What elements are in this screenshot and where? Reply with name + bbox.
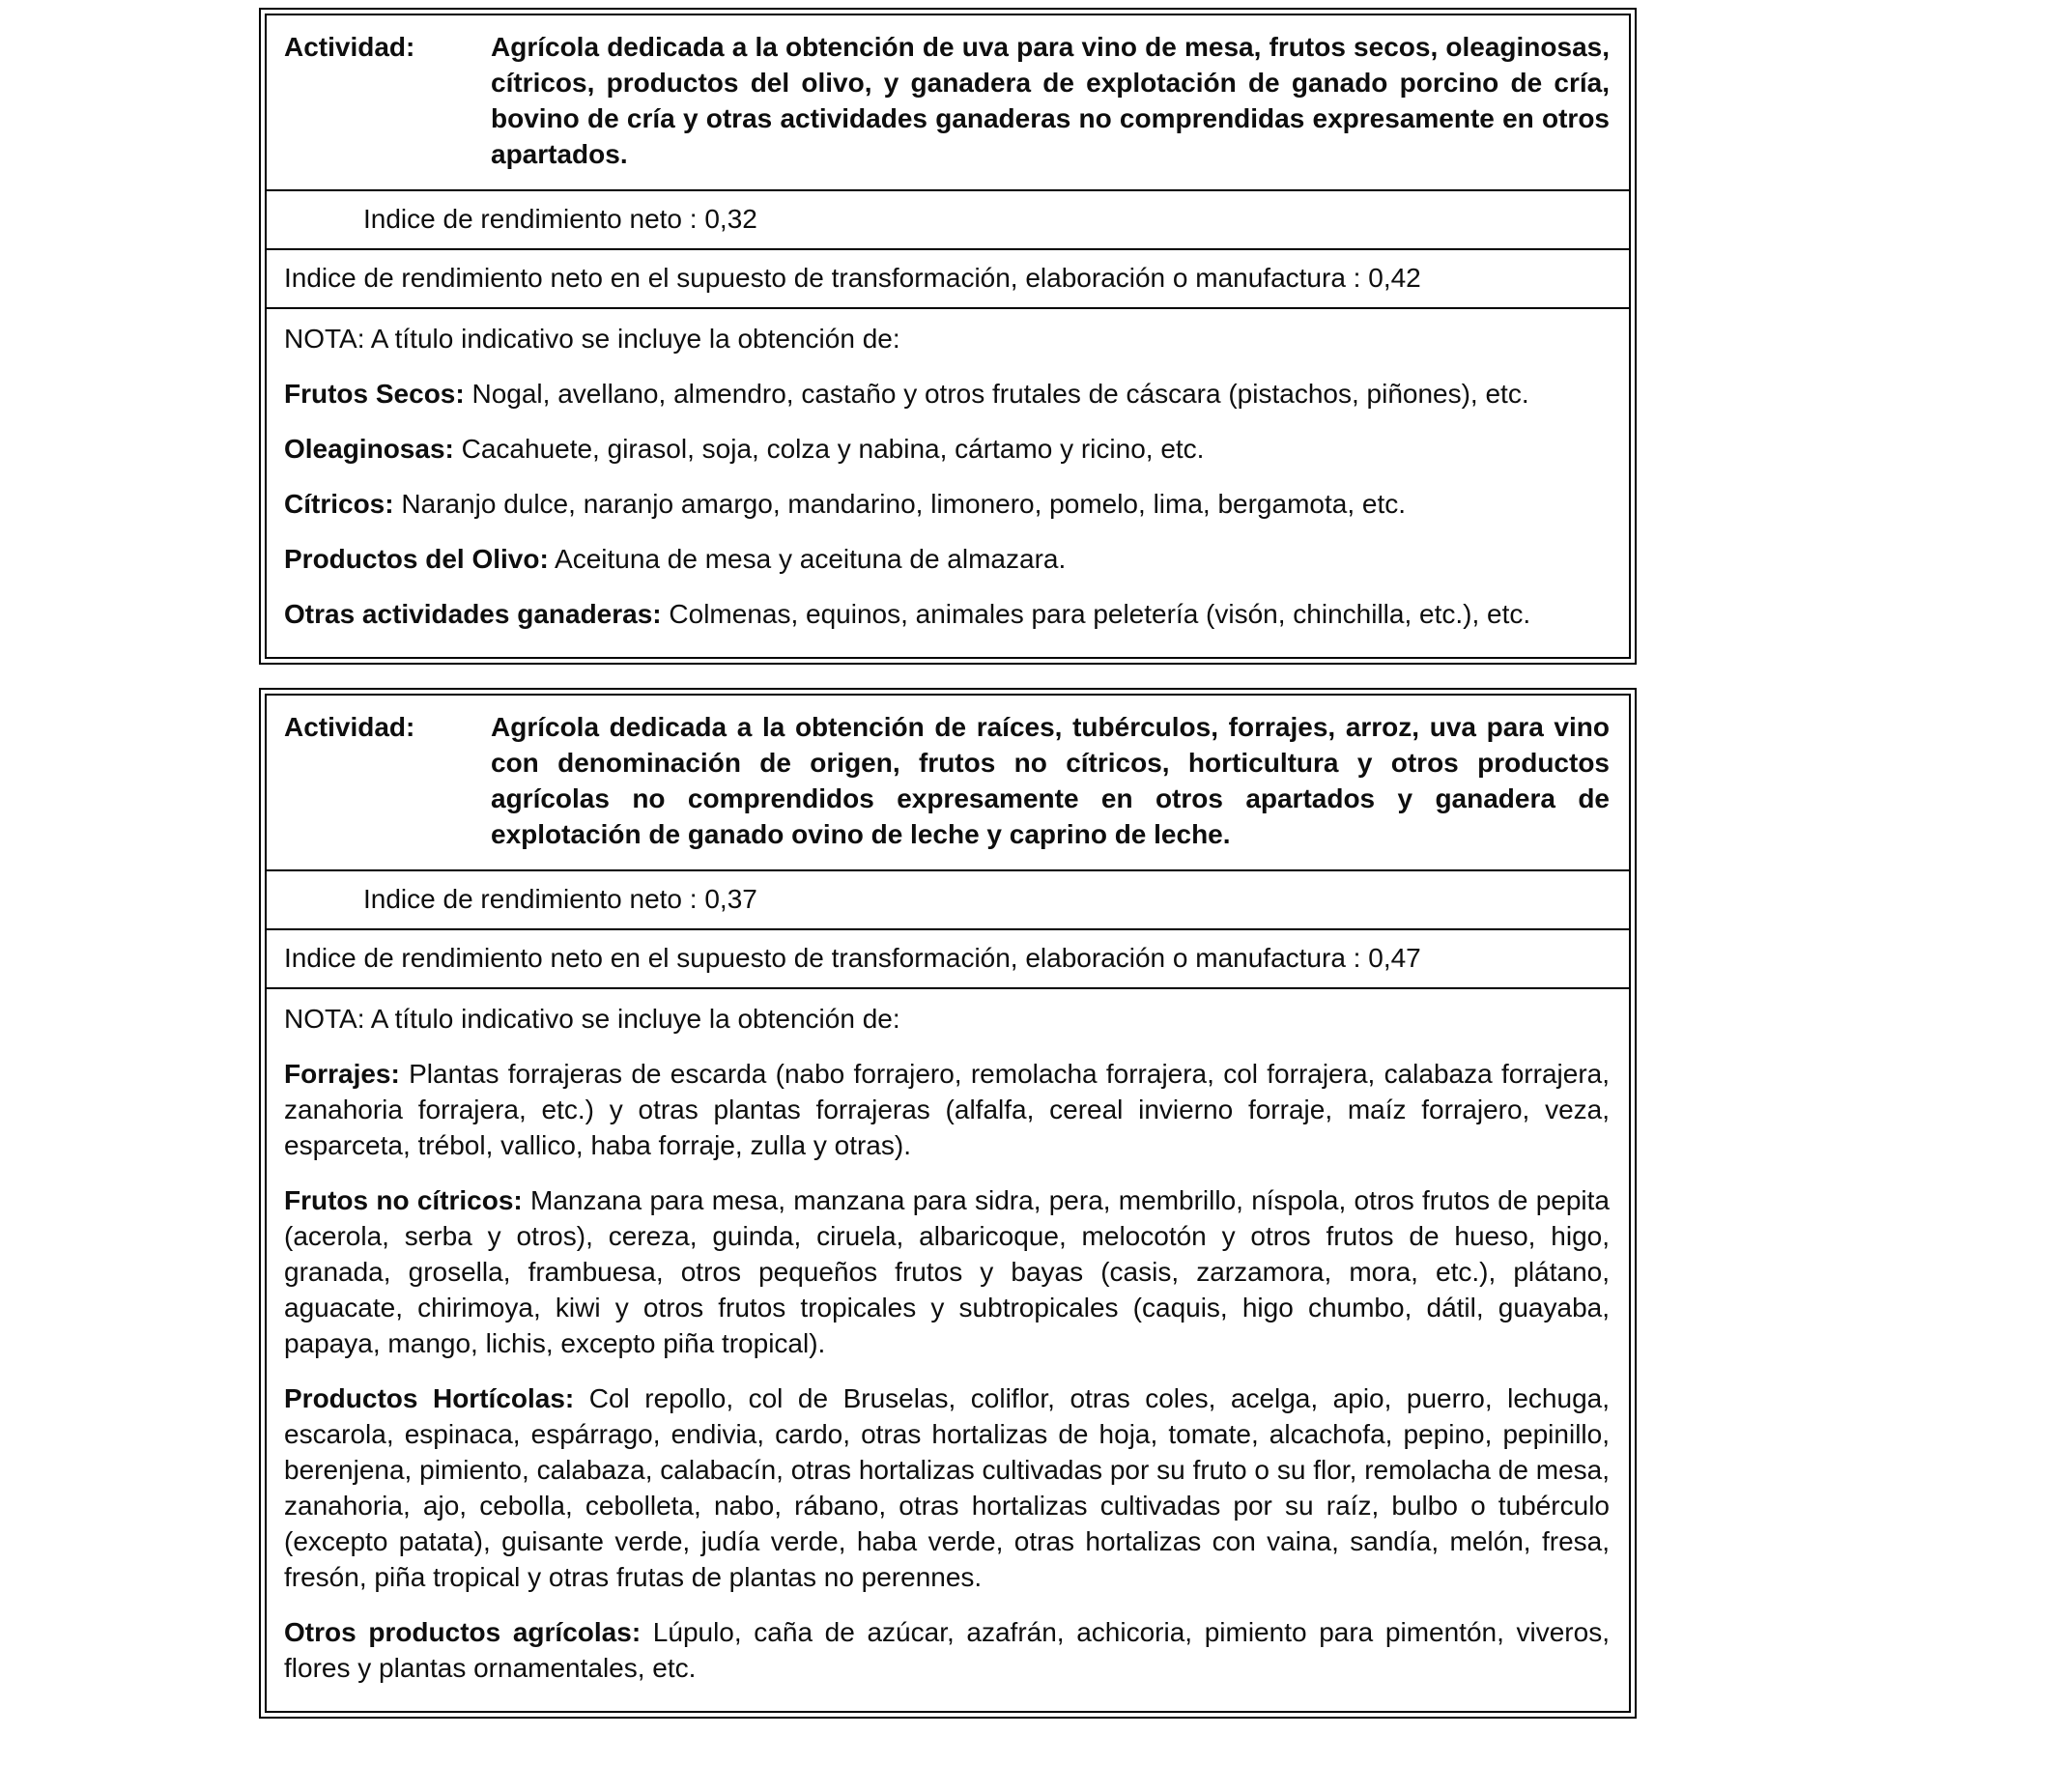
note-text: Cacahuete, girasol, soja, colza y nabina, cártamo y ricino, etc. <box>461 434 1205 464</box>
note-text: Plantas forrajeras de escarda (nabo forrajero, remolacha forrajera, col forrajera, calabaza forrajera, zanahoria forrajera, etc.) y otras plantas forrajeras (alfalfa, cereal invierno forraje, maíz forrajero, veza, esparceta, trébol, vallico, haba forraje, zulla y otras). <box>284 1059 1610 1160</box>
net-yield-row: Indice de rendimiento neto : 0,37 <box>267 871 1629 930</box>
note-term: Productos Hortícolas: <box>284 1383 575 1413</box>
activity-block-1 <box>259 8 1637 665</box>
note-text: Lúpulo, caña de azúcar, azafrán, achicoria, pimiento para pimentón, viveros, flores y plantas ornamentales, etc. <box>284 1617 1610 1683</box>
note-term: Forrajes: <box>284 1059 400 1089</box>
note-text: Aceituna de mesa y aceituna de almazara. <box>555 544 1067 574</box>
note-term: Productos del Olivo: <box>284 544 549 574</box>
note-paragraph <box>284 376 1610 412</box>
nota-section <box>267 309 1629 657</box>
note-term: Frutos no cítricos: <box>284 1185 523 1215</box>
nota-header: NOTA: A título indicativo se incluye la obtención de: <box>284 324 900 354</box>
note-paragraph <box>284 486 1610 522</box>
net-yield-transform-row: Indice de rendimiento neto en el supuesto de transformación, elaboración o manufactura : 0,42 <box>267 250 1629 309</box>
note-term: Cítricos: <box>284 489 394 519</box>
nota-header: NOTA: A título indicativo se incluye la obtención de: <box>284 1004 900 1034</box>
note-paragraph <box>284 1380 1610 1595</box>
note-text: Manzana para mesa, manzana para sidra, pera, membrillo, níspola, otros frutos de pepita (acerola, serba y otros), cereza, guinda, ciruela, albaricoque, melocotón y otros frutos de hueso, higo, granada, grosella, frambuesa, otros pequeños frutos y bayas (casis, zarzamora, mora, etc.), plátano, aguacate, chirimoya, kiwi y otros frutos tropicales y subtropicales (caquis, higo chumbo, dátil, guayaba, papaya, mango, lichis, excepto piña tropical). <box>284 1185 1611 1358</box>
note-paragraph <box>284 431 1610 467</box>
note-text: Col repollo, col de Bruselas, coliflor, otras coles, acelga, apio, puerro, lechuga, escarola, espinaca, espárrago, endivia, cardo, otras hortalizas de hoja, tomate, alcachofa, pepino, pepinillo, berenjena, pimiento, calabaza, calabacín, otras hortalizas cultivadas por su fruto o su flor, remolacha de mesa, zanahoria, ajo, cebolla, cebolleta, nabo, rábano, otras hortalizas cultivadas por su raíz, bulbo o tubérculo (excepto patata), guisante verde, judía verde, haba verde, otras hortalizas con vaina, sandía, melón, fresa, fresón, piña tropical y otras frutas de plantas no perennes. <box>284 1383 1610 1592</box>
net-yield-transform-row: Indice de rendimiento neto en el supuesto de transformación, elaboración o manufactura : 0,47 <box>267 930 1629 989</box>
note-paragraph <box>284 541 1610 577</box>
activity-block-2-inner <box>265 694 1631 1713</box>
note-text: Nogal, avellano, almendro, castaño y otros frutales de cáscara (pistachos, piñones), etc. <box>471 379 1529 409</box>
note-paragraph <box>284 1056 1610 1163</box>
net-yield-row: Indice de rendimiento neto : 0,32 <box>267 191 1629 250</box>
note-paragraph <box>284 596 1610 632</box>
note-term: Otros productos agrícolas: <box>284 1617 642 1647</box>
activity-description: Agrícola dedicada a la obtención de uva para vino de mesa, frutos secos, oleaginosas, cítricos, productos del olivo, y ganadera de explotación de ganado porcino de cría, bovino de cría y otras actividades ganaderas no comprendidas expresamente en otros apartados. <box>491 32 1610 169</box>
activity-row <box>267 696 1629 871</box>
activity-block-2 <box>259 688 1637 1719</box>
note-paragraph <box>284 1614 1610 1686</box>
activity-row <box>267 15 1629 191</box>
note-term: Frutos Secos: <box>284 379 465 409</box>
note-paragraph <box>284 1182 1610 1361</box>
note-text: Colmenas, equinos, animales para peletería (visón, chinchilla, etc.), etc. <box>669 599 1531 629</box>
activity-label: Actividad: <box>284 32 415 62</box>
note-text: Naranjo dulce, naranjo amargo, mandarino, limonero, pomelo, lima, bergamota, etc. <box>401 489 1407 519</box>
note-term: Oleaginosas: <box>284 434 454 464</box>
activity-description: Agrícola dedicada a la obtención de raíces, tubérculos, forrajes, arroz, uva para vino con denominación de origen, frutos no cítricos, horticultura y otros productos agrícolas no comprendidos expresamente en otros apartados y ganadera de explotación de ganado ovino de leche y caprino de leche. <box>491 712 1610 849</box>
activity-label: Actividad: <box>284 712 415 742</box>
note-term: Otras actividades ganaderas: <box>284 599 662 629</box>
activity-block-1-inner <box>265 14 1631 659</box>
nota-section <box>267 989 1629 1711</box>
